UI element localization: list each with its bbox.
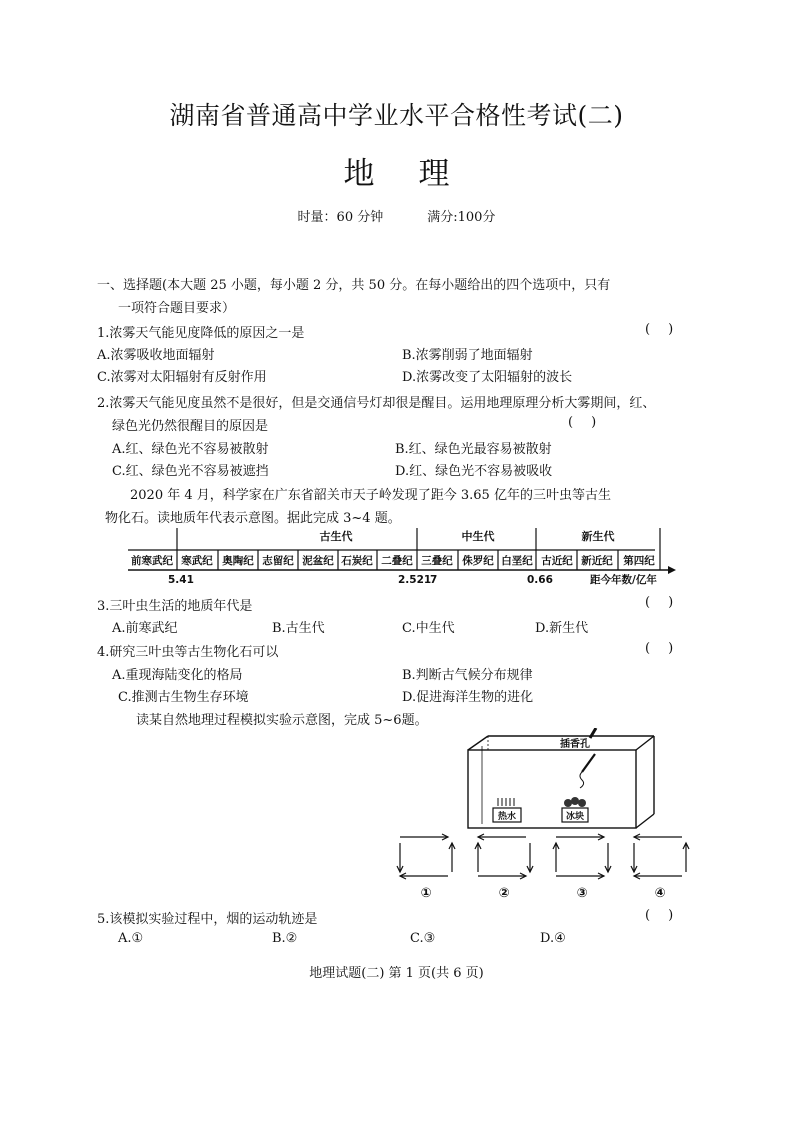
- period-permian: 二叠纪: [381, 555, 413, 567]
- q1-option-b: B.浓雾削弱了地面辐射: [402, 348, 533, 363]
- subject-char-1: 地: [343, 156, 375, 192]
- q4-option-a: A.重现海陆变化的格局: [112, 668, 243, 683]
- q3-option-a: A.前寒武纪: [112, 621, 178, 636]
- q1-option-d: D.浓雾改变了太阳辐射的波长: [402, 370, 573, 385]
- boundary-541: 5.41: [168, 574, 194, 586]
- q2-option-a: A.红、绿色光不容易被散射: [112, 442, 269, 457]
- q1-stem: 1.浓雾天气能见度降低的原因之一是: [97, 326, 305, 341]
- q3-option-b: B.古生代: [272, 621, 325, 636]
- option-4-label: ④: [654, 886, 666, 901]
- option-3-diagram: [553, 834, 611, 879]
- q3-option-c: C.中生代: [402, 621, 455, 636]
- era-label-cenozoic: 新生代: [581, 530, 615, 543]
- geologic-time-scale: [120, 526, 680, 588]
- subject-title: [0, 148, 793, 193]
- q5-option-a: A.①: [118, 931, 144, 946]
- passage-1: 2020 年 4 月，科学家在广东省韶关市天子岭发现了距今 3.65 亿年的三叶虫等古生: [130, 488, 611, 503]
- q2-stem: 2.浓雾天气能见度虽然不是很好，但是交通信号灯却很是醒目。运用地理原理分析大雾期间，红、: [97, 396, 656, 411]
- q2-option-b: B.红、绿色光最容易被散射: [395, 442, 552, 457]
- exam-time: 时量：60 分钟: [297, 210, 384, 225]
- incense-hole-label: 插香孔: [560, 739, 590, 750]
- subject-char-2: 理: [418, 156, 450, 192]
- q3-option-d: D.新生代: [535, 621, 589, 636]
- answer-blank: [645, 595, 673, 610]
- period-cretaceous: 白垩纪: [501, 555, 533, 567]
- answer-blank: [645, 908, 673, 923]
- option-1-label: ①: [420, 886, 432, 901]
- page-footer: 地理试题(二) 第 1 页(共 6 页): [309, 966, 484, 981]
- axis-unit: 距今年数/亿年: [590, 574, 657, 586]
- boundary-7: 7: [430, 574, 438, 586]
- passage-1-cont: 物化石。读地质年代表示意图。据此完成 3~4 题。: [105, 511, 401, 526]
- option-4-diagram: [631, 834, 689, 879]
- exam-score: 满分:100分: [427, 210, 496, 225]
- incense-stick-icon: [580, 728, 596, 788]
- experiment-diagram: [392, 728, 692, 906]
- answer-blank: [568, 415, 596, 430]
- answer-blank: [645, 641, 673, 656]
- passage-2: 读某自然地理过程模拟实验示意图，完成 5~6题。: [136, 713, 428, 728]
- period-paleogene: 古近纪: [541, 555, 573, 567]
- period-ordovician: 奥陶纪: [222, 555, 254, 567]
- q5-option-d: D.④: [540, 931, 566, 946]
- q2-option-c: C.红、绿色光不容易被遮挡: [112, 464, 269, 479]
- option-2-diagram: [475, 834, 533, 879]
- exam-title: 湖南省普通高中学业水平合格性考试(二): [169, 101, 624, 130]
- ice-label: 冰块: [565, 812, 585, 822]
- option-2-label: ②: [498, 886, 510, 901]
- answer-blank: [645, 322, 673, 337]
- period-jurassic: 侏罗纪: [462, 555, 494, 567]
- period-neogene: 新近纪: [581, 555, 613, 567]
- section-heading-cont: 一项符合题目要求）: [118, 301, 236, 316]
- period-quaternary: 第四纪: [623, 555, 655, 567]
- period-cambrian: 寒武纪: [181, 555, 213, 567]
- q1-option-a: A.浓雾吸收地面辐射: [97, 348, 215, 363]
- section-heading: 一、选择题(本大题 25 小题，每小题 2 分，共 50 分。在每小题给出的四个选项中，只有: [97, 278, 611, 293]
- period-silurian: 志留纪: [262, 555, 294, 567]
- period-devonian: 泥盆纪: [302, 555, 334, 567]
- option-1-diagram: [397, 834, 455, 879]
- period-precambrian: 前寒武纪: [131, 555, 173, 567]
- q3-stem: 3.三叶虫生活的地质年代是: [97, 599, 253, 614]
- q4-stem: 4.研究三叶虫等古生物化石可以: [97, 645, 279, 660]
- q4-option-b: B.判断古气候分布规律: [402, 668, 533, 683]
- q5-option-c: C.③: [410, 931, 436, 946]
- q5-stem: 5.该模拟实验过程中，烟的运动轨迹是: [97, 912, 318, 927]
- boundary-2521: 2.521: [398, 574, 432, 586]
- period-carboniferous: 石炭纪: [341, 555, 373, 567]
- q4-option-c: C.推测古生物生存环境: [118, 690, 249, 705]
- q1-option-c: C.浓雾对太阳辐射有反射作用: [97, 370, 267, 385]
- exam-meta: [0, 206, 793, 225]
- axis-arrow-icon: [668, 566, 676, 574]
- q2-stem-cont: 绿色光仍然很醒目的原因是: [112, 419, 269, 434]
- q2-option-d: D.红、绿色光不容易被吸收: [395, 464, 553, 479]
- period-triassic: 三叠纪: [421, 555, 453, 567]
- era-label-paleozoic: 古生代: [319, 530, 353, 543]
- boundary-066: 0.66: [527, 574, 553, 586]
- hot-water-label: 热水: [497, 812, 517, 822]
- q4-option-d: D.促进海洋生物的进化: [402, 690, 534, 705]
- q5-option-b: B.②: [272, 931, 298, 946]
- era-label-mesozoic: 中生代: [461, 530, 495, 543]
- option-3-label: ③: [576, 886, 588, 901]
